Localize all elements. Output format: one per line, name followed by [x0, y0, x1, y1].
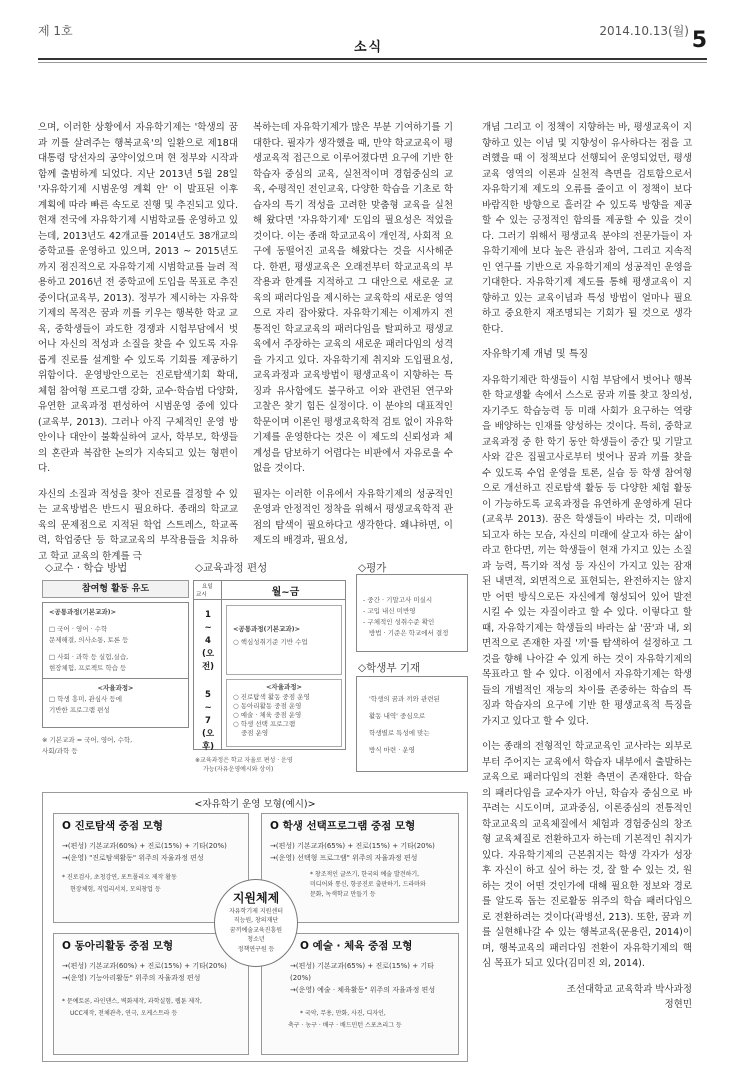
- autonomous-course-title: <자율과정>: [97, 684, 134, 692]
- evaluation-line-2: - 고입 내신 미반영: [363, 607, 416, 615]
- operation-model-diagram: [42, 792, 468, 1062]
- afternoon-line-2: ○ 동아리활동 중점 운영: [233, 702, 302, 710]
- article-column-3: [482, 120, 692, 1020]
- morning-course-line: ○ 핵심성취기준 기반 수업: [233, 638, 308, 646]
- model-choice-line-5: 문화, 녹색학교 만들기 등: [310, 891, 376, 898]
- model-career-title: O 진로탐색 중점 모형: [62, 820, 164, 832]
- col2-paragraph-2: 필자는 이러한 이유에서 자유학기제의 성공적인 운영과 안정적인 정착을 위해서 평생교육학적 관점의 탐색이 필요하다고 생각한다. 왜냐하면, 이 제도의 배경과, 필요성,: [253, 488, 453, 546]
- model-choice-title: O 학생 선택프로그램 중점 모형: [270, 820, 416, 832]
- issue-date: 2014.10.13(월): [599, 24, 689, 38]
- support-line-4: 청소년: [247, 936, 265, 943]
- article-column-2: [253, 120, 453, 546]
- curriculum-header-day: 요일: [202, 584, 213, 590]
- col3-paragraph-3: 이는 종래의 전형적인 학교교육인 교사라는 외부로부터 주어지는 교육에서 학습자 내부에서 출발하는 교육으로 패러다임의 전환 측면이 존재한다. 학습의 패러다임을 교수자가 아닌, 학습자 중심으로 바꾸려는 시도이며, 교과중심, 이론중심의 전통적인 학교교육의 교육체질에서 체험과 경험중심의 창조형 교육체질로 전환하고자 하는데 기본적인 취지가 있다. 자유학기제의 근본취지는 학생 각자가 성장 후 자신이 하고 싶어 하는 것, 잘 할 수 있는 것, 원하는 것이 어떤 것인가에 대해 필요한 정보와 경로를 알도록 돕는 진로활동 위주의 학습 패러다임으로 전환하려는 것이다(곽병선, 213). 또한, 꿈과 끼를 실현해나갈 수 있는 행복교육(문용린, 2014)이며, 행복교육의 패러다임 전환이 자유학기제의 핵심 목표가 되고 있다(김미진 외, 2014).: [482, 741, 692, 969]
- page-number: 5: [691, 28, 707, 53]
- support-system-hub: [214, 879, 298, 967]
- article-column-1: [38, 120, 238, 562]
- curriculum-header-period: 교시: [196, 592, 207, 598]
- model-choice-line-4: 미디어와 통신, 항공진로 출판하기, 드라마와: [310, 881, 426, 888]
- model-club-line-1: →(편성) 기본교과(60%) + 진로(15%) + 기타(20%): [62, 962, 227, 970]
- evaluation-box: [356, 574, 468, 652]
- autonomous-course-box: [42, 678, 189, 728]
- evaluation-heading: ◇평가: [358, 562, 387, 574]
- record-line-3: 학생별로 특성에 맞는: [369, 729, 430, 737]
- common-course-line-4: 현장체험, 프로젝트 학습 등: [49, 664, 127, 672]
- model-career-line-2: →(운영) "진로탐색활동" 위주의 자율과정 편성: [62, 854, 204, 862]
- afternoon-line-1: ○ 진로탐색 활동 중점 운영: [233, 693, 310, 701]
- evaluation-line-4: 방법 · 기준은 학교에서 결정: [369, 629, 449, 637]
- author-name: 정현민: [664, 999, 692, 1010]
- model-arts-title: O 예술 · 체육 중점 모형: [300, 940, 413, 952]
- curriculum-heading: ◇교육과정 편성: [195, 562, 268, 574]
- support-line-3: 꿈끼예술교육진흥원: [229, 926, 283, 934]
- model-career-line-3: * 진로검사, 초청강연, 포트폴리오 제작 활동: [62, 874, 177, 881]
- author-affiliation: 조선대학교 교육학과 박사과정: [566, 983, 692, 995]
- morning-period-label: 1 ~ 4 (오전): [197, 609, 219, 671]
- support-system-title: 지원체제: [232, 891, 280, 905]
- model-arts-line-3: * 국악, 무용, 만화, 사진, 디자인,: [300, 1010, 386, 1017]
- afternoon-line-5: 중점 운영: [241, 729, 269, 737]
- model-club-title: O 동아리활동 중점 모형: [62, 940, 174, 952]
- curriculum-table: [193, 580, 346, 750]
- model-career-line-1: →(편성) 기본교과(60%) + 진로(15%) + 기타(20%): [62, 842, 227, 850]
- model-choice-line-1: →(편성) 기본교과(65%) + 진로(15%) + 기타(20%): [270, 842, 435, 850]
- section-title: 소식: [353, 40, 384, 55]
- common-course-line-3: □ 사회 · 과학 등 실험,실습,: [49, 653, 129, 661]
- teaching-note-2: 사회/과학 등: [42, 747, 78, 755]
- col3-paragraph-1: 개념 그리고 이 정책이 지향하는 바, 평생교육이 지향하고 있는 이념 및 지향성이 유사하다는 점을 고려했을 때 이 정책보다 선행되어 운영되었던, 평생교육 영역의 이론과 실천적 측면을 검토함으로서 자유학기제 제도의 오류를 줄이고 이 정책이 보다 바람직한 방향으로 흘러갈 수 있도록 방향을 제공할 수 있는 긍정적인 함의를 제공할 수 있을 것이다. 그러기 위해서 평생교육 분야의 전문가들이 자유학기제에 보다 높은 관심과 참여, 그리고 지속적인 연구를 기반으로 자유학기제의 성공적인 운영을 기대한다. 자유학기제 제도를 통해 평생교육이 지향하고 있는 교육이념과 특성 방법이 얼마나 필요하고 중요한지 재조명되는 기회가 될 것으로 생각한다.: [482, 122, 692, 335]
- model-choice-line-2: →(운영) 선택형 프로그램" 위주의 자율과정 편성: [270, 854, 418, 862]
- teaching-method-panel: [42, 580, 189, 760]
- morning-course-title: <공통과정(기본교과)>: [233, 625, 301, 633]
- curriculum-header-weekdays: 월~금: [271, 587, 300, 598]
- header-rule-thin: [38, 62, 707, 63]
- curriculum-note-2: 가능(자유운영예시와 상이): [203, 766, 274, 773]
- afternoon-period-label: 5 ~ 7 (오후): [197, 689, 219, 745]
- afternoon-content-box: [226, 679, 342, 747]
- model-arts-line-1: →(편성) 기본교과(65%) + 진로(15%) + 기타(20%): [290, 962, 434, 982]
- operation-model-title: <자유학기 운영 모형(예시)>: [194, 799, 316, 810]
- issue-number: 제 1호: [38, 24, 73, 38]
- support-line-2: 직능원, 창의재단: [233, 917, 279, 924]
- curriculum-note-1: ※교육과정은 학교 자율로 편성 · 운영: [195, 757, 293, 764]
- record-line-1: '학생의 꿈과 끼와 관련된: [369, 695, 440, 703]
- record-box: [356, 676, 468, 772]
- col1-paragraph-2: 자신의 소질과 적성을 찾아 진로를 결정할 수 있는 교육방법은 반드시 필요하다. 종래의 학교교육의 문제점으로 지적된 학업 스트레스, 학교폭력, 학업중단 등 학교교육의 부작용들을 치유하고 학교 교육의 한계를 극: [38, 488, 238, 562]
- col1-paragraph-1: 으며, 이러한 상황에서 자유학기제는 '학생의 꿈과 끼를 살려주는 행복교육'의 일환으로 제18대 대통령 당선자의 공약이었으며 현 정부와 시작과 함께 출범하게 되었다. 지난 2013년 5월 28일 '자유학기제 시범운영 계획 안' 이 발표된 이후 계획에 따라 빠른 속도로 진행 및 추진되고 있다. 현재 전국에 자유학기제 시범학교를 운영하고 있는데, 2013년도 42개교를 2014년도 38개교의 중학교를 운영하고 있으며, 2013 ~ 2015년도까지 점진적으로 자유학기제 시범학교를 늘려 적용하고 2016년 전 중학교에 도입을 목표로 추진 중이다(교육부, 2013). 정부가 제시하는 자유학기제의 목적은 꿈과 끼를 키우는 행복한 학교 교육, 중학생들이 과도한 경쟁과 시험부담에서 벗어나 자신의 적성과 소질을 찾을 수 있도록 자유롭게 진로를 설계할 수 있도록 기회를 제공하기 위함이다. 운영방안으로는 진로탐색기회 확대, 체험 참여형 프로그램 강화, 교수·학습법 다양화, 유연한 교육과정 편성하여 시범운영 중에 있다(교육부, 2013). 그러나 아직 구체적인 운영 방안이나 대안이 불확실하여 교사, 학부모, 학생들의 혼란과 복잡한 논의가 지속되고 있는 형편이다.: [38, 122, 238, 474]
- curriculum-vertical-rule: [221, 581, 222, 749]
- model-club-line-2: →(운영) 기능아리활동" 위주의 자율과정 편성: [62, 974, 201, 982]
- curriculum-header-rule: [194, 599, 345, 600]
- afternoon-line-4: ○ 학생 선택 프로그램: [233, 720, 296, 728]
- autonomous-course-line-1: □ 학생 흥미, 관심사 등에: [49, 695, 122, 703]
- common-course-line-1: □ 국어 · 영어 · 수학: [49, 625, 108, 633]
- model-choice-line-3: * 창조적인 글쓰기, 한국의 예술 발견하기,: [310, 871, 420, 878]
- teaching-method-heading: ◇교수 · 학습 방법: [45, 562, 128, 574]
- col3-subheading: 자유학기제 개념 및 특징: [482, 349, 589, 360]
- participation-band: 참여형 활동 유도: [42, 580, 189, 598]
- afternoon-course-title: <자율과정>: [265, 683, 302, 691]
- model-arts-line-4: 축구 · 농구 · 배구 · 배드민턴 스포츠리그 등: [288, 1022, 402, 1029]
- record-line-4: 방식 마련 · 운영: [369, 746, 415, 754]
- common-course-title: <공통과정(기본교과)>: [49, 608, 117, 616]
- record-heading: ◇학생부 기재: [358, 662, 421, 674]
- support-line-1: 자유학기제 지원센터: [228, 907, 284, 915]
- autonomous-course-line-2: 기반한 프로그램 편성: [49, 706, 110, 714]
- afternoon-line-3: ○ 예술 · 체육 중점 운영: [233, 711, 302, 719]
- evaluation-line-1: - 중간 · 기말고사 미실시: [363, 596, 433, 604]
- support-line-5: 정책연구원 등: [237, 945, 275, 953]
- model-arts-line-2: →(운영) 예술 · 체육활동" 위주의 자율과정 편성: [290, 986, 436, 994]
- morning-content-box: [226, 605, 342, 675]
- col2-paragraph-1: 복하는데 자유학기제가 많은 부분 기여하기를 기대한다. 필자가 생각했을 때, 만약 학교교육이 평생교육적 접근으로 이루어졌다면 요구에 기반 한 학습자 중심의 교육, 실천적이며 경험중심의 교육, 수평적인 전인교육, 다양한 학습을 기초로 학습자의 특기 적성을 고려한 맞춤형 교육을 실천해 왔다면 '자유학기제' 도입의 필요성은 적었을 것이다. 이는 종래 학교교육이 개인적, 사회적 요구에 동떨어진 교육을 해왔다는 것을 시사해준다. 한편, 평생교육은 오래전부터 학교교육의 부작용과 한계를 지적하고 그 대안으로 새로운 교육의 패러다임을 제시하는 교육학의 새로운 영역으로 자리 잡아왔다. 자유학기제는 이제까지 전통적인 학교교육의 패러다임을 탈피하고 평생교육에서 주장하는 교육의 새로운 패러다임의 성격을 가지고 있다. 자유학기제 취지와 도입필요성, 교육과정과 교육방법이 평생교육이 지향하는 특징과 유사함에도 불구하고 이와 관련된 연구와 고찰은 찾기 힘든 실정이다. 이 분야의 대표적인 학문이며 이론인 평생교육학적 검토 없이 자유학기제를 운영한다는 것은 이 제도의 신뢰성과 체계성을 담보하기 어렵다는 비판에서 자유로울 수 없을 것이다.: [253, 122, 453, 474]
- model-career-line-4: 현장체험, 직업리서치, 모의창업 등: [70, 886, 161, 893]
- record-line-2: 활동 내역' 중심으로: [369, 712, 426, 720]
- model-club-line-4: UCC제작, 천체관측, 연극, 오케스트라 등: [70, 1010, 178, 1017]
- evaluation-line-3: - 구체적인 성취수준 확인: [363, 618, 435, 626]
- common-course-line-2: 문제해결, 의사소통, 토론 등: [49, 636, 129, 644]
- model-club-line-3: * 문예토론, 라인댄스, 벽화제작, 과학실험, 웹툰 제작,: [62, 998, 202, 1005]
- header-rule: [38, 58, 707, 60]
- teaching-note-1: ※ 기본교과 = 국어, 영어, 수학,: [42, 736, 133, 744]
- col3-paragraph-2: 자유학기제란 학생들이 시험 부담에서 벗어나 행복한 학교생활 속에서 스스로 꿈과 끼를 찾고 창의성, 자기주도 학습능력 등 미래 사회가 요구하는 역량을 배양하는 인재를 양성하는 것이다. 특히, 중학교 교육과정 중 한 학기 동안 학생들이 중간 및 기말고사와 같은 집필고사로부터 벗어나 꿈과 끼를 찾을 수 있도록 수업 운영을 토론, 실습 등 학생 참여형으로 개선하고 진로탐색 활동 등 다양한 체험 활동이 가능하도록 교육과정을 유연하게 운영하게 된다(교육부 2013). 꿈은 학생들이 바라는 것, 미래에 되고자 하는 모습, 자신의 미래에 살고자 하는 삶이라고 한다면, 끼는 학생들이 현재 가지고 있는 소질과 능력, 특기와 적성 등 자신이 가지고 있는 잠재된 내면적, 외면적으로 표현되는, 완전하지는 않지만 어떤 방식으로든 자신에게 형성되어 있어 발전시킬 수 있는 자질이라고 할 수 있다. 이렇다고 할 때, 자유학기제는 학생들의 바라는 삶 '꿈'과 내, 외면적으로 존재한 자질 '끼'를 탐색하여 설정하고 그 것을 향해 나아갈 수 있게 하는 것이 자유학기제의 목표라고 할 수 있다. 이점에서 자유학기제는 학생들의 개별적인 재능의 차이를 존중하는 학습의 특징과 학습자의 요구에 기반 한 평생교육적 특징을 가지고 있다고 할 수 있다.: [482, 374, 692, 727]
